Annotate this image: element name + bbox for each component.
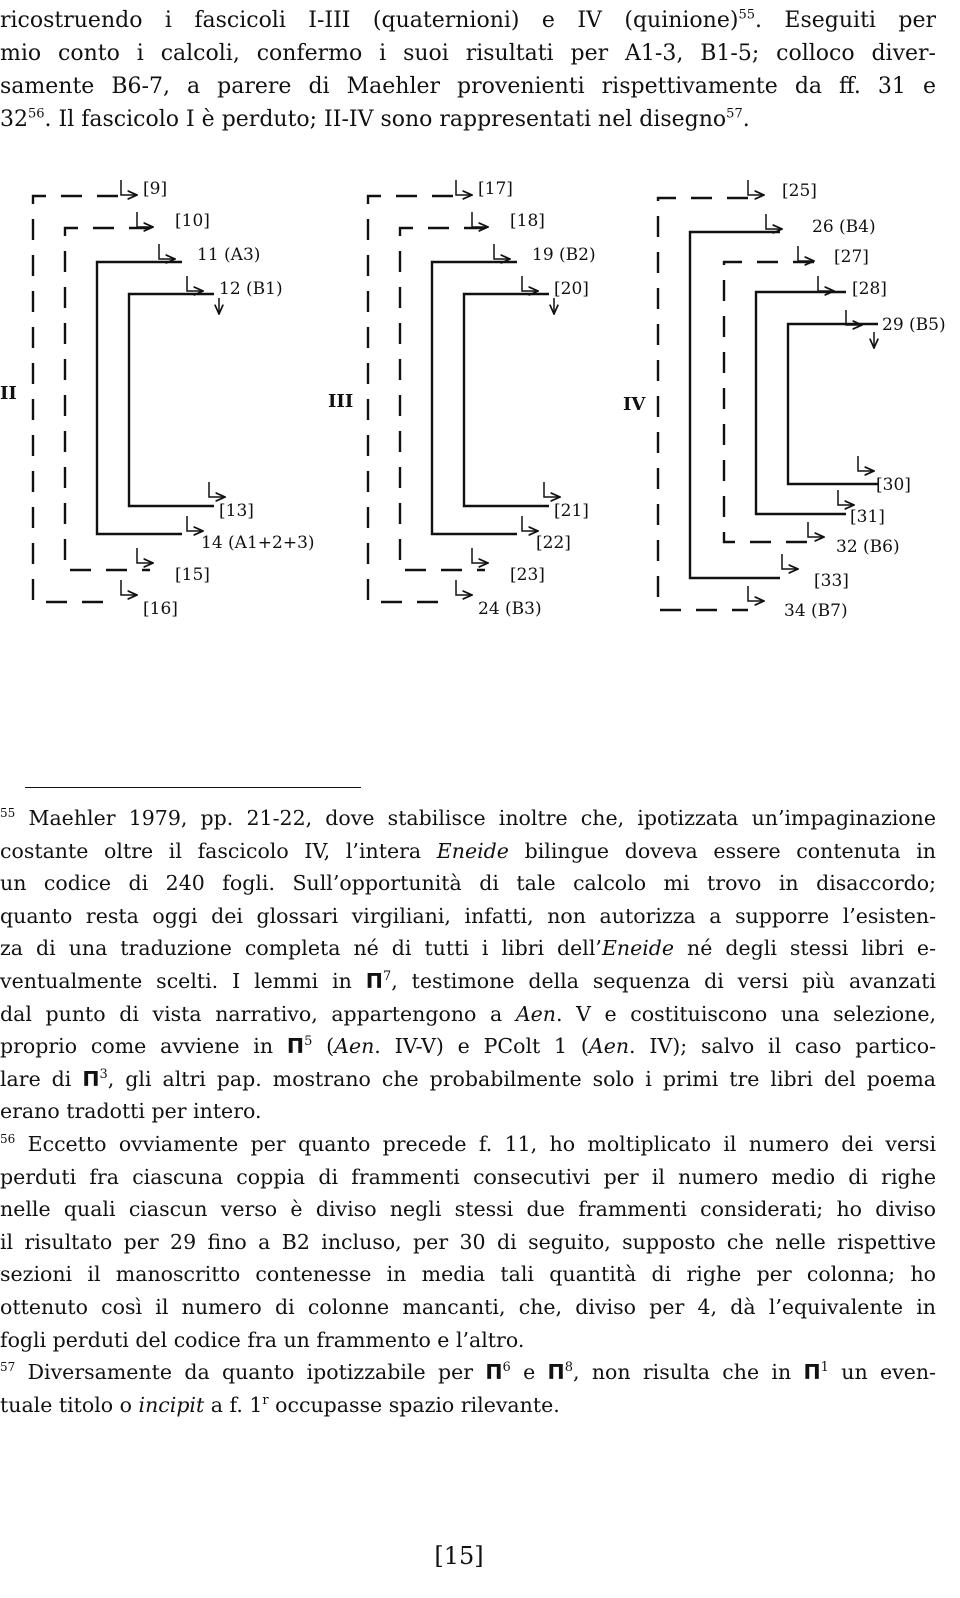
note-55-line-9: lare di $\Pi^3$, gli altri pap. mostrano che probabilmente solo i primi tre libri del poema	[0, 1066, 936, 1091]
note-56-line-2: perduti fra ciascuna coppia di frammenti consecutivi per il numero medio di righe	[0, 1164, 936, 1189]
arrow-folio-iv-4	[818, 276, 834, 291]
intro-line-3: samente B6-7, a parere di Maehler provenienti rispettivamente da ff. 31 e	[0, 74, 936, 99]
note-56-line-3: nelle quali ciascun verso è diviso negli stessi due frammenti considerati; ho diviso	[0, 1197, 936, 1222]
diagram-labels	[0, 179, 946, 621]
arrow-folio-ii-8	[121, 580, 137, 595]
footnotes	[0, 802, 936, 1421]
note-55-line-3: un codice di 240 fogli. Sull’opportunità di tale calcolo mi trovo in disaccordo;	[0, 871, 936, 896]
folio-label-iv-2: 26 (B4)	[812, 217, 876, 237]
note-55-line-1: $^{55}$ Maehler 1979, pp. 21-22, dove stabilisce inoltre che, ipotizzata un’impaginazione	[0, 806, 936, 830]
folio-label-iii-7: [23]	[510, 565, 545, 585]
folio-label-iv-10: 34 (B7)	[784, 601, 848, 621]
folio-label-ii-4: 12 (B1)	[219, 279, 283, 299]
intro-line-4: $32^{56}$. Il fascicolo I è perduto; II-IV sono rappresentati nel disegno$^{57}$.	[0, 106, 750, 132]
fascicle-label-iii: III	[328, 391, 354, 412]
note-55-line-4: quanto resta oggi dei glossari virgiliani, infatti, non autorizza a supporre l’esisten-	[0, 903, 936, 928]
arrow-folio-ii-7	[137, 548, 153, 563]
footnote-separator	[25, 787, 361, 788]
folio-label-iii-5: [21]	[554, 501, 589, 521]
folio-label-iv-8: 32 (B6)	[836, 537, 900, 557]
arrow-folio-iii-7	[472, 548, 488, 563]
folio-label-iii-1: [17]	[478, 179, 513, 199]
arrow-folio-iii-2	[472, 212, 488, 227]
arrow-folio-ii-6	[187, 516, 203, 531]
folio-label-iv-1: [25]	[782, 181, 817, 201]
folio-label-iv-4: [28]	[852, 279, 887, 299]
folio-label-iii-6: [22]	[536, 533, 571, 553]
folio-label-ii-5: [13]	[219, 501, 254, 521]
arrow-folio-ii-5	[209, 482, 225, 497]
bifolium-ii-4	[129, 294, 214, 506]
arrow-folio-iv-7	[838, 490, 854, 505]
note-55-line-6: ventualmente scelti. I lemmi in $\Pi^7$, testimone della sequenza di versi più avanzati	[0, 968, 936, 993]
note-number-55: 55	[0, 806, 16, 821]
note-56-line-4: il risultato per 29 fino a B2 incluso, per 30 di seguito, supposto che nelle rispettive	[0, 1229, 936, 1254]
note-55-line-8: proprio come avviene in $\Pi^5$ (Aen. IV-V) e PColt 1 (Aen. IV); salvo il caso partico-	[0, 1034, 936, 1059]
bifolium-iii-2	[400, 228, 485, 570]
folio-label-ii-7: [15]	[175, 565, 210, 585]
fascicle-label-ii: II	[0, 383, 17, 404]
arrow-folio-iii-3	[494, 244, 510, 259]
intro-paragraph	[0, 4, 936, 136]
folio-label-iii-4: [20]	[554, 279, 589, 299]
intro-line-2: mio conto i calcoli, confermo i suoi risultati per A1-3, B1-5; colloco diver-	[0, 41, 936, 66]
arrow-folio-iv-8	[808, 522, 824, 537]
arrow-folio-iv-2	[766, 214, 782, 229]
note-55-line-7: dal punto di vista narrativo, appartengono a Aen. V e costituiscono una selezione,	[0, 1001, 936, 1026]
folio-label-ii-6: 14 (A1+2+3)	[201, 533, 315, 553]
footnote-ref-56[interactable]: 56	[28, 106, 45, 122]
note-57-line-1: $^{57}$ Diversamente da quanto ipotizzabile per $\Pi^6$ e $\Pi^8$, non risulta che in $\Pi^1$ un even-	[0, 1360, 936, 1385]
bifolium-iv-4	[756, 292, 846, 514]
bifolium-iv-5	[788, 324, 878, 484]
footnote-ref-57[interactable]: 57	[726, 106, 743, 122]
note-56-line-6: ottenuto così il numero di colonne mancanti, che, diviso per 4, dà l’equivalente in	[0, 1294, 936, 1319]
note-55-line-2: costante oltre il fascicolo IV, l’intera Eneide bilingue doveva essere contenuta in	[0, 838, 936, 863]
arrow-folio-ii-4	[187, 276, 203, 291]
diagram-lines	[33, 180, 878, 610]
arrow-folio-iii-6	[522, 516, 538, 531]
note-55-line-5: za di una traduzione completa né di tutti i libri dell’Eneide né degli stessi libri e-	[0, 936, 936, 961]
arrow-folio-ii-1	[121, 180, 137, 195]
folio-label-ii-3: 11 (A3)	[197, 245, 261, 265]
note-56-line-7: fogli perduti del codice fra un frammento e l’altro.	[0, 1327, 525, 1352]
arrow-folio-iii-1	[456, 180, 472, 195]
bifolium-iii-4	[464, 294, 549, 506]
fascicle-diagram	[0, 170, 960, 640]
bifolium-ii-2	[65, 228, 150, 570]
bifolium-iii-3	[432, 262, 517, 534]
folio-label-ii-1: [9]	[143, 179, 168, 199]
folio-label-iv-7: [31]	[850, 507, 885, 527]
arrow-folio-iv-9	[782, 554, 798, 569]
intro-line-1: ricostruendo i fascicoli I-III (quaternioni) e IV (quinione)$^{55}$. Eseguiti per	[0, 7, 936, 33]
arrow-folio-ii-3	[159, 244, 175, 259]
arrow-folio-iii-5	[544, 482, 560, 497]
arrow-folio-iv-1	[748, 180, 764, 195]
folio-label-iii-8: 24 (B3)	[478, 599, 542, 619]
note-55-line-10: erano tradotti per intero.	[0, 1099, 262, 1124]
folio-label-iv-3: [27]	[834, 247, 869, 267]
note-57-line-2: tuale titolo o incipit a f. 1$^r$ occupasse spazio rilevante.	[0, 1392, 560, 1417]
folio-label-iii-3: 19 (B2)	[532, 245, 596, 265]
note-number-56: 56	[0, 1132, 16, 1147]
folio-label-ii-2: [10]	[175, 211, 210, 231]
note-56-line-1: $^{56}$ Eccetto ovviamente per quanto precede f. 11, ho moltiplicato il numero dei versi	[0, 1131, 936, 1156]
page-number: [15]	[434, 1542, 484, 1570]
arrow-folio-iv-10	[748, 586, 764, 601]
arrow-folio-ii-2	[137, 212, 153, 227]
folio-label-iv-9: [33]	[814, 571, 849, 591]
bifolium-ii-3	[97, 262, 182, 534]
folio-label-iv-6: [30]	[876, 475, 911, 495]
arrow-folio-iv-5	[846, 310, 862, 325]
arrow-folio-iv-6	[858, 456, 874, 471]
note-56-line-5: sezioni il manoscritto contenesse in media tali quantità di righe per colonna; ho	[0, 1262, 936, 1287]
bifolium-iv-3	[724, 262, 814, 542]
folio-label-ii-8: [16]	[143, 599, 178, 619]
footnote-ref-55[interactable]: 55	[738, 7, 755, 23]
bifolium-ii-1	[33, 196, 118, 602]
fascicle-label-iv: IV	[623, 394, 646, 415]
arrow-folio-iii-8	[456, 580, 472, 595]
folio-label-iv-5: 29 (B5)	[882, 315, 946, 335]
bifolium-iii-1	[368, 196, 453, 602]
folio-label-iii-2: [18]	[510, 211, 545, 231]
bifolium-iv-1	[658, 198, 748, 610]
arrow-folio-iii-4	[522, 276, 538, 291]
note-number-57: 57	[0, 1360, 16, 1375]
bifolium-iv-2	[690, 232, 780, 578]
arrow-folio-iv-3	[798, 246, 814, 261]
